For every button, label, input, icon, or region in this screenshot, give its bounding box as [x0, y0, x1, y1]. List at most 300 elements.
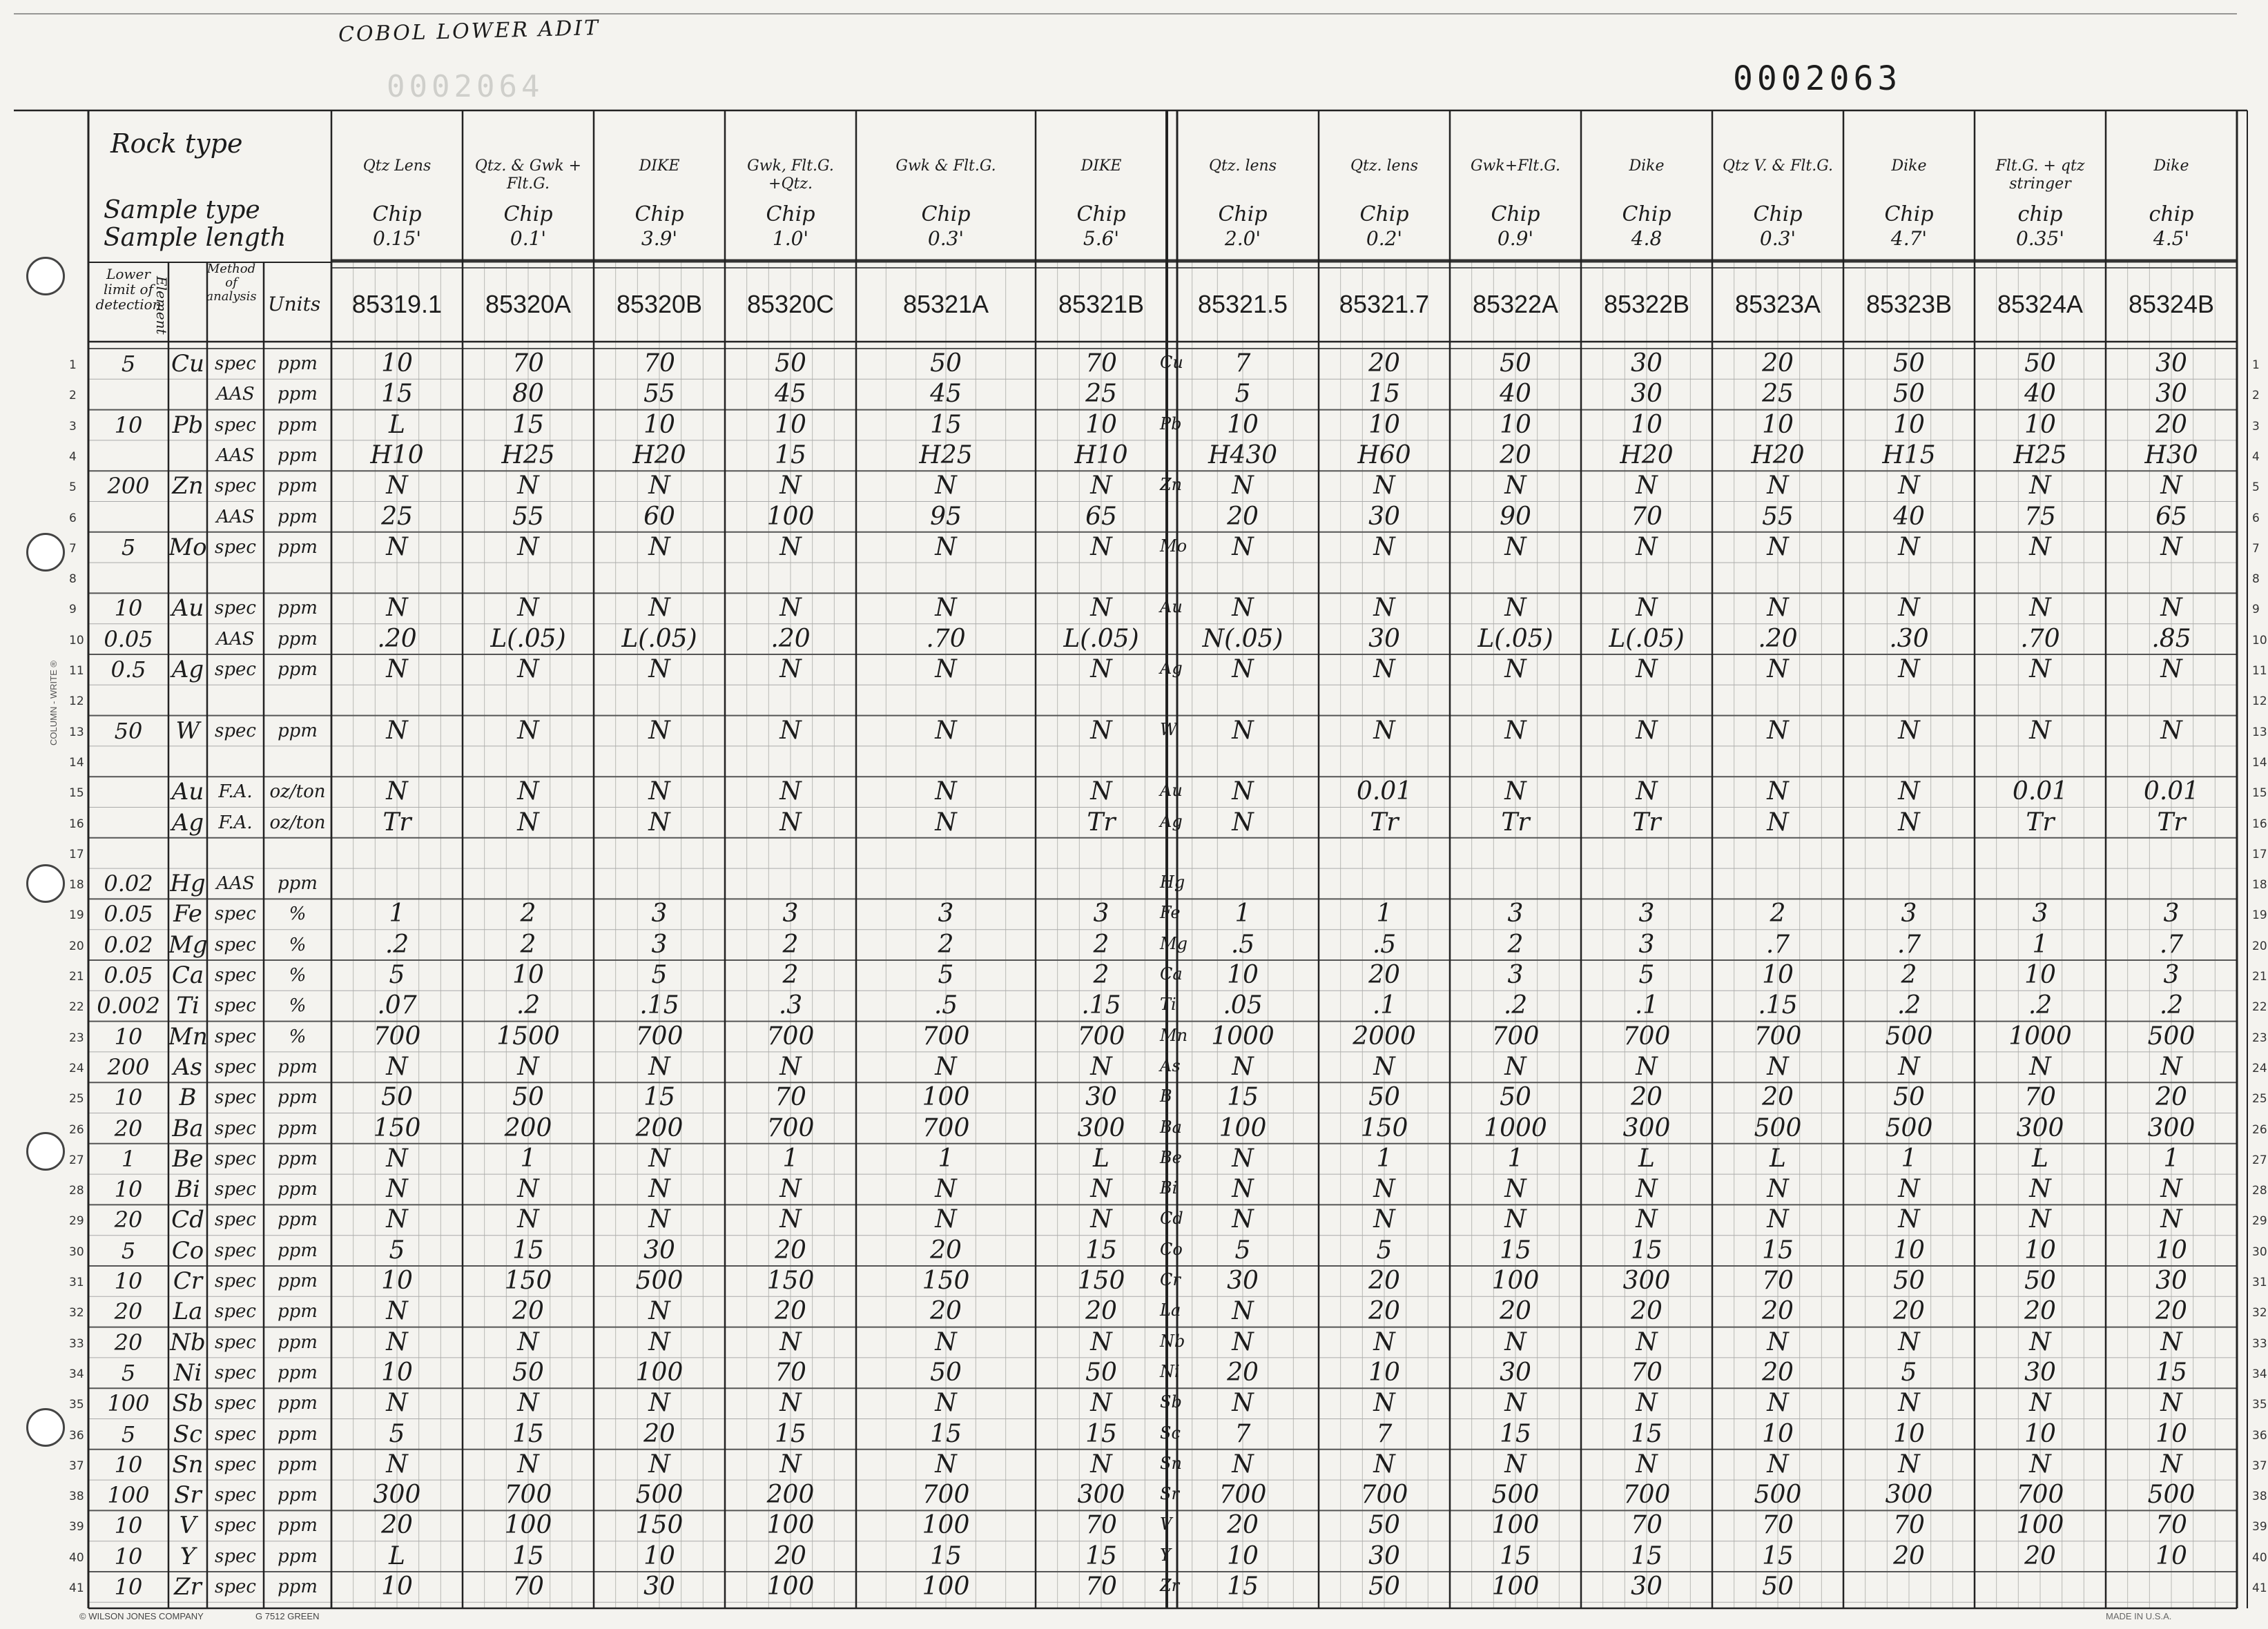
result-cell: 5: [651, 961, 668, 989]
result-cell: 700: [1622, 1481, 1671, 1510]
result-cell: N: [1090, 1389, 1112, 1418]
method-cell: spec: [215, 720, 256, 741]
result-cell: L: [389, 1541, 405, 1570]
sample-length-cell: 0.35': [2015, 227, 2065, 250]
method-cell: F.A.: [218, 781, 253, 803]
result-cell: N: [1898, 1389, 1920, 1418]
result-cell: N: [648, 1389, 670, 1418]
result-cell: 10: [1085, 410, 1117, 439]
result-cell: 15: [512, 1541, 544, 1570]
rock-type-cell: DIKE: [639, 157, 680, 175]
result-cell: N: [1090, 655, 1112, 683]
method-cell: spec: [215, 1148, 256, 1169]
sample-length-cell: 0.3': [927, 227, 965, 250]
result-cell: N: [779, 594, 802, 623]
result-cell: N: [1898, 1205, 1920, 1234]
row-number: 17: [2252, 847, 2267, 861]
result-cell: 5: [389, 1236, 405, 1265]
result-cell: N: [648, 1297, 670, 1326]
row-number: 19: [69, 908, 84, 923]
unit-cell: ppm: [278, 659, 318, 680]
rock-type-cell: Flt.G. + qtz stringer: [1995, 157, 2085, 193]
result-cell: N: [1090, 1450, 1112, 1479]
element-cell: Mo: [168, 533, 207, 561]
result-cell: 80: [512, 380, 544, 409]
result-cell: 5: [389, 961, 405, 989]
result-cell: 100: [922, 1572, 970, 1601]
element-repeat-cell: Cr: [1160, 1270, 1181, 1289]
element-cell: Ti: [176, 992, 200, 1020]
result-cell: N: [779, 808, 802, 837]
detection-limit-cell: 10: [114, 1543, 143, 1570]
result-cell: 50: [1893, 1083, 1925, 1112]
result-cell: N: [517, 1052, 539, 1081]
element-repeat-cell: Ba: [1160, 1117, 1182, 1137]
result-cell: 20: [930, 1297, 962, 1326]
detection-limit-cell: 10: [114, 1451, 143, 1478]
sheet-title: COBOL LOWER ADIT: [338, 16, 601, 47]
result-cell: 1000: [2008, 1022, 2072, 1051]
result-cell: 300: [2016, 1113, 2064, 1142]
result-cell: 20: [1227, 1511, 1259, 1540]
result-cell: 700: [922, 1113, 970, 1142]
unit-cell: ppm: [278, 1423, 318, 1445]
sample-id-cell: 85321B: [1058, 290, 1145, 318]
element-cell: Zr: [174, 1573, 202, 1601]
result-cell: 20: [2155, 1297, 2187, 1326]
element-cell: Ni: [173, 1358, 202, 1387]
result-cell: 200: [635, 1113, 684, 1142]
row-number: 5: [2252, 480, 2260, 495]
result-cell: 30: [1631, 349, 1663, 378]
result-cell: 150: [373, 1113, 421, 1142]
result-cell: 15: [930, 1419, 962, 1448]
result-cell: N: [1767, 777, 1789, 806]
result-cell: 0.01: [1356, 777, 1413, 806]
detection-limit-cell: 0.05: [104, 962, 153, 988]
row-number: 23: [2252, 1031, 2267, 1045]
sample-type-cell: Chip: [1884, 202, 1934, 226]
result-cell: 100: [922, 1083, 970, 1112]
row-number: 16: [69, 817, 84, 831]
result-cell: N: [648, 532, 670, 561]
result-cell: .70: [926, 624, 966, 653]
row-number: 22: [2252, 1000, 2267, 1015]
detection-limit-cell: 200: [107, 1053, 150, 1080]
unit-cell: ppm: [278, 1179, 318, 1200]
detection-limit-cell: 20: [114, 1115, 143, 1142]
result-cell: N: [1898, 808, 1920, 837]
result-cell: Tr: [1632, 808, 1661, 837]
result-cell: N: [935, 655, 957, 683]
result-cell: N: [1504, 777, 1526, 806]
element-repeat-cell: Y: [1160, 1545, 1171, 1565]
result-cell: 3: [1638, 899, 1655, 928]
row-number: 34: [69, 1367, 84, 1381]
result-cell: N: [2029, 1389, 2051, 1418]
result-cell: 15: [1631, 1541, 1663, 1570]
result-cell: 3: [1901, 899, 1917, 928]
result-cell: 100: [2016, 1511, 2064, 1540]
row-number: 11: [2252, 664, 2267, 678]
row-number: 28: [2252, 1184, 2267, 1198]
result-cell: 2: [1093, 961, 1109, 989]
row-number: 2: [69, 389, 77, 403]
result-cell: N: [648, 1450, 670, 1479]
unit-cell: %: [289, 934, 307, 955]
row-number: 40: [2252, 1550, 2267, 1565]
result-cell: 70: [1085, 349, 1117, 378]
row-number: 14: [69, 755, 84, 770]
result-cell: N: [1504, 1175, 1526, 1204]
row-number: 4: [2252, 449, 2260, 464]
result-cell: 100: [766, 1572, 815, 1601]
row-number: 29: [2252, 1214, 2267, 1229]
result-cell: 20: [643, 1419, 675, 1448]
unit-cell: ppm: [278, 1271, 318, 1291]
result-cell: N: [1636, 1389, 1658, 1418]
result-cell: 1: [520, 1144, 536, 1173]
result-cell: N: [386, 1052, 408, 1081]
element-cell: Be: [172, 1144, 204, 1173]
result-cell: 70: [1631, 1358, 1663, 1387]
unit-cell: ppm: [278, 720, 318, 741]
result-cell: N: [386, 1389, 408, 1418]
element-cell: B: [179, 1084, 197, 1112]
row-number: 3: [69, 419, 77, 433]
row-number: 33: [2252, 1336, 2267, 1351]
result-cell: N: [935, 471, 957, 500]
result-cell: Tr: [382, 808, 411, 837]
rock-type-cell: Qtz. lens: [1350, 157, 1418, 175]
result-cell: L: [2032, 1144, 2048, 1173]
result-cell: 15: [1085, 1541, 1117, 1570]
sample-id-cell: 85321A: [902, 290, 989, 318]
detection-limit-cell: 0.05: [104, 901, 153, 928]
sample-id-cell: 85323A: [1734, 290, 1821, 318]
row-number: 25: [69, 1092, 84, 1106]
result-cell: 0.01: [2143, 777, 2200, 806]
row-number: 19: [2252, 908, 2267, 923]
result-cell: N: [779, 1327, 802, 1356]
result-cell: N: [935, 1052, 957, 1081]
element-repeat-cell: W: [1160, 719, 1177, 739]
result-cell: 700: [922, 1022, 970, 1051]
method-cell: spec: [215, 1485, 256, 1506]
result-cell: 70: [1893, 1511, 1925, 1540]
result-cell: 100: [504, 1511, 552, 1540]
footer-form-number: G 7512 GREEN: [255, 1611, 320, 1621]
result-cell: 7: [1234, 1419, 1251, 1448]
element-cell: Ca: [171, 962, 204, 989]
result-cell: 20: [1631, 1297, 1663, 1326]
result-cell: 10: [381, 1358, 413, 1387]
result-cell: 30: [1085, 1083, 1117, 1112]
method-cell: spec: [215, 934, 256, 955]
result-cell: 20: [2155, 1083, 2187, 1112]
unit-cell: ppm: [278, 506, 318, 527]
result-cell: .15: [1758, 991, 1798, 1020]
result-cell: N: [1767, 808, 1789, 837]
rock-type-label: Rock type: [110, 128, 243, 159]
element-cell: Cd: [171, 1206, 204, 1234]
result-cell: 10: [1762, 410, 1794, 439]
result-cell: 3: [1638, 930, 1655, 959]
result-cell: N: [1898, 655, 1920, 683]
unit-cell: ppm: [278, 445, 318, 466]
detection-limit-cell: 0.5: [110, 656, 146, 683]
element-repeat-cell: Bi: [1160, 1178, 1178, 1198]
element-cell: W: [175, 716, 200, 745]
result-cell: 50: [1893, 1267, 1925, 1295]
result-cell: 2: [1901, 961, 1917, 989]
result-cell: N: [2160, 1052, 2182, 1081]
result-cell: 70: [1631, 1511, 1663, 1540]
result-cell: 2: [520, 930, 536, 959]
result-cell: L: [1638, 1144, 1655, 1173]
result-cell: H30: [2144, 440, 2198, 469]
result-cell: .2: [1503, 991, 1528, 1020]
element-cell: Sr: [174, 1481, 202, 1510]
result-cell: 15: [1762, 1541, 1794, 1570]
result-cell: N: [1232, 655, 1254, 683]
row-number: 12: [69, 694, 84, 709]
element-repeat-cell: Zn: [1160, 475, 1183, 495]
unit-cell: ppm: [278, 1087, 318, 1109]
detection-limit-cell: 100: [107, 1482, 150, 1509]
row-number: 39: [69, 1520, 84, 1534]
result-cell: N: [1504, 1327, 1526, 1356]
result-cell: N: [1090, 716, 1112, 745]
element-repeat-cell: Co: [1160, 1239, 1183, 1259]
result-cell: N: [1373, 532, 1395, 561]
row-number: 26: [2252, 1122, 2267, 1137]
row-number: 40: [69, 1550, 84, 1565]
result-cell: 10: [1631, 410, 1663, 439]
result-cell: N: [1636, 471, 1658, 500]
result-cell: 50: [2024, 349, 2056, 378]
row-number: 12: [2252, 694, 2267, 709]
result-cell: 50: [1368, 1511, 1400, 1540]
element-cell: Zn: [172, 472, 204, 500]
element-cell: Nb: [170, 1328, 206, 1356]
result-cell: 150: [922, 1267, 970, 1295]
result-cell: N: [779, 1389, 802, 1418]
element-cell: V: [179, 1512, 197, 1540]
result-cell: 20: [1762, 1083, 1794, 1112]
result-cell: N: [1898, 1327, 1920, 1356]
result-cell: 10: [1368, 410, 1400, 439]
row-number: 26: [69, 1122, 84, 1137]
row-number: 17: [69, 847, 84, 861]
unit-cell: %: [289, 1026, 307, 1047]
element-cell: Ag: [171, 808, 204, 837]
result-cell: N: [648, 655, 670, 683]
result-cell: N: [517, 777, 539, 806]
result-cell: 500: [2147, 1481, 2196, 1510]
result-cell: N: [935, 777, 957, 806]
rock-type-cell: Dike: [2153, 157, 2189, 175]
result-cell: N: [2160, 716, 2182, 745]
result-cell: .1: [1372, 991, 1397, 1020]
row-number: 13: [2252, 725, 2267, 739]
result-cell: N: [517, 1205, 539, 1234]
result-cell: 200: [504, 1113, 552, 1142]
element-cell: Cu: [171, 350, 204, 378]
rock-type-cell: Qtz. lens: [1209, 157, 1277, 175]
row-number: 25: [2252, 1092, 2267, 1106]
result-cell: 70: [643, 349, 675, 378]
element-repeat-cell: Au: [1160, 597, 1183, 617]
result-cell: 1: [1376, 899, 1393, 928]
unit-cell: oz/ton: [269, 812, 326, 833]
result-cell: 1000: [1484, 1113, 1547, 1142]
result-cell: 100: [1491, 1511, 1540, 1540]
sample-type-label: Sample type: [104, 196, 260, 224]
sample-type-cell: Chip: [766, 202, 815, 226]
result-cell: N: [2160, 1205, 2182, 1234]
method-cell: spec: [215, 1056, 256, 1077]
result-cell: 10: [381, 1572, 413, 1601]
result-cell: .5: [1372, 930, 1397, 959]
result-cell: 50: [512, 1358, 544, 1387]
rock-type-cell: Gwk & Flt.G.: [895, 157, 996, 175]
result-cell: 70: [1762, 1267, 1794, 1295]
sample-type-cell: Chip: [1359, 202, 1409, 226]
result-cell: N: [1373, 1389, 1395, 1418]
result-cell: 15: [1227, 1572, 1259, 1601]
method-cell: spec: [215, 1026, 256, 1047]
element-repeat-cell: Nb: [1160, 1331, 1185, 1351]
row-number: 34: [2252, 1367, 2267, 1381]
result-cell: N: [1373, 655, 1395, 683]
rock-type-cell: Qtz. & Gwk + Flt.G.: [474, 157, 582, 193]
result-cell: N: [2160, 1389, 2182, 1418]
element-cell: La: [173, 1298, 203, 1326]
detection-limit-cell: 5: [121, 351, 136, 377]
row-number: 7: [69, 541, 77, 556]
result-cell: 30: [2155, 349, 2187, 378]
row-number: 9: [2252, 603, 2260, 617]
result-cell: 10: [1893, 1236, 1925, 1265]
result-cell: N: [1373, 471, 1395, 500]
row-number: 16: [2252, 817, 2267, 831]
element-cell: Ag: [171, 656, 204, 683]
result-cell: L: [389, 410, 405, 439]
result-cell: N: [1636, 1450, 1658, 1479]
result-cell: 100: [922, 1511, 970, 1540]
sample-id-cell: 85321.7: [1339, 290, 1430, 318]
result-cell: N: [2160, 655, 2182, 683]
result-cell: 20: [2024, 1541, 2056, 1570]
result-cell: N: [648, 1175, 670, 1204]
result-cell: N: [1373, 1327, 1395, 1356]
result-cell: 3: [651, 930, 668, 959]
result-cell: 65: [1085, 502, 1117, 531]
result-cell: Tr: [2026, 808, 2055, 837]
row-number: 1: [69, 358, 77, 372]
result-cell: 3: [1507, 961, 1524, 989]
result-cell: N: [2029, 594, 2051, 623]
result-cell: N: [1504, 1205, 1526, 1234]
page-number: 0002063: [1733, 59, 1902, 98]
row-number: 24: [2252, 1061, 2267, 1075]
method-cell: spec: [215, 1454, 256, 1475]
result-cell: N: [1767, 1450, 1789, 1479]
result-cell: 95: [930, 502, 962, 531]
sample-id-cell: 85320A: [485, 290, 572, 318]
result-cell: 30: [1368, 1541, 1400, 1570]
method-cell: spec: [215, 995, 256, 1017]
result-cell: 10: [1893, 1419, 1925, 1448]
result-cell: N: [517, 1327, 539, 1356]
result-cell: .20: [1758, 624, 1798, 653]
result-cell: 10: [2024, 1419, 2056, 1448]
result-cell: N: [935, 1450, 957, 1479]
result-cell: 10: [2024, 961, 2056, 989]
row-number: 6: [69, 511, 77, 525]
result-cell: H10: [1074, 440, 1128, 469]
result-cell: H25: [501, 440, 555, 469]
result-cell: 50: [512, 1083, 544, 1112]
row-number: 15: [69, 786, 84, 801]
unit-cell: ppm: [278, 414, 318, 436]
row-number: 24: [69, 1061, 84, 1075]
unit-cell: ppm: [278, 1393, 318, 1414]
detection-limit-cell: 10: [114, 1268, 143, 1294]
result-cell: 10: [643, 1541, 675, 1570]
result-cell: 10: [2024, 410, 2056, 439]
method-cell: spec: [215, 1179, 256, 1200]
result-cell: 20: [1893, 1297, 1925, 1326]
sample-length-cell: 5.6': [1083, 227, 1120, 250]
result-cell: N: [2029, 655, 2051, 683]
result-cell: 3: [782, 899, 799, 928]
row-number: 13: [69, 725, 84, 739]
result-cell: 500: [1754, 1481, 1802, 1510]
result-cell: 10: [643, 410, 675, 439]
result-cell: 2: [1770, 899, 1786, 928]
result-cell: 3: [938, 899, 954, 928]
element-repeat-cell: Sc: [1160, 1423, 1181, 1443]
result-cell: 90: [1500, 502, 1531, 531]
result-cell: N: [2160, 1175, 2182, 1204]
sample-type-cell: Chip: [503, 202, 553, 226]
element-repeat-cell: Au: [1160, 781, 1183, 801]
result-cell: .7: [1765, 930, 1790, 959]
result-cell: 1500: [496, 1022, 560, 1051]
result-cell: 2: [520, 899, 536, 928]
result-cell: 100: [635, 1358, 684, 1387]
detection-limit-cell: 5: [121, 1237, 136, 1264]
result-cell: N: [2029, 1175, 2051, 1204]
row-number: 8: [69, 572, 77, 587]
result-cell: 70: [1085, 1511, 1117, 1540]
unit-cell: ppm: [278, 1301, 318, 1323]
result-cell: H20: [632, 440, 686, 469]
binder-hole: [26, 533, 65, 572]
row-number: 4: [69, 449, 77, 464]
result-cell: 10: [1368, 1358, 1400, 1387]
result-cell: 15: [643, 1083, 675, 1112]
method-cell: AAS: [216, 628, 255, 650]
result-cell: N: [1636, 777, 1658, 806]
element-repeat-cell: Sb: [1160, 1392, 1182, 1412]
result-cell: 15: [1631, 1419, 1663, 1448]
result-cell: 10: [2155, 1419, 2187, 1448]
result-cell: 100: [766, 502, 815, 531]
result-cell: 20: [512, 1297, 544, 1326]
